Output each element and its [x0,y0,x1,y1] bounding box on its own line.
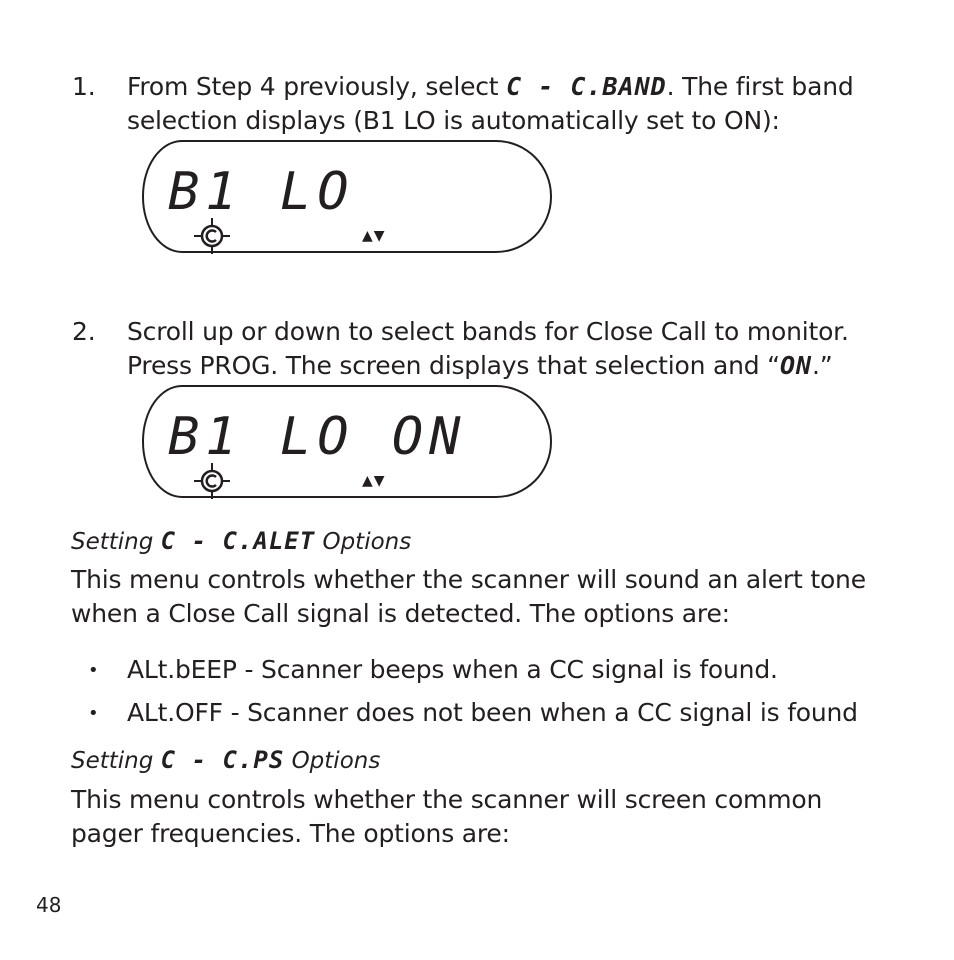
bullet-icon: • [88,660,99,681]
heading-text-after: Options [284,748,381,774]
menu-code-cc-alet: C - C.ALET [160,527,316,555]
section-heading-alert [71,526,411,557]
list-item: ALt.bEEP - Scanner beeps when a CC signal is found. [127,655,778,684]
lcd-display-2-text: B1 LO ON [168,407,467,467]
step-1-text-after: . The first band [666,72,854,101]
close-call-icon [194,218,230,254]
step-2-text-after: .” [812,351,833,380]
up-down-arrows-icon: ▲▼ [362,473,386,489]
menu-code-cc-band: C - C.BAND [506,72,667,101]
step-1-text: From Step 4 previously, select [127,72,507,101]
step-2-line-2 [127,349,833,383]
ps-paragraph-line-1: This menu controls whether the scanner will screen common [71,785,823,814]
step-1-number: 1. [72,72,96,101]
page-number: 48 [36,893,62,917]
lcd-display-1 [142,140,552,253]
bullet-icon: • [88,703,99,724]
heading-text: Setting [71,748,161,774]
close-call-icon [194,463,230,499]
lcd-display-2 [142,385,552,498]
step-2-line-1: Scroll up or down to select bands for Close Call to monitor. [127,317,849,346]
heading-text: Setting [71,529,161,555]
alert-paragraph-line-2: when a Close Call signal is detected. The options are: [71,599,730,628]
lcd-display-1-text: B1 LO [168,162,355,222]
menu-code-cc-ps: C - C.PS [160,746,285,774]
step-2-number: 2. [72,317,96,346]
menu-code-on: ON [779,351,813,380]
step-1-line-2: selection displays (B1 LO is automatically set to ON): [127,106,780,135]
step-2-text: Press PROG. The screen displays that selection and “ [127,351,780,380]
alert-paragraph-line-1: This menu controls whether the scanner will sound an alert tone [71,565,866,594]
ps-paragraph-line-2: pager frequencies. The options are: [71,819,510,848]
heading-text-after: Options [315,529,412,555]
up-down-arrows-icon: ▲▼ [362,228,386,244]
section-heading-ps [71,745,380,776]
step-1-line-1 [127,70,854,104]
list-item: ALt.OFF - Scanner does not been when a CC signal is found [127,698,858,727]
